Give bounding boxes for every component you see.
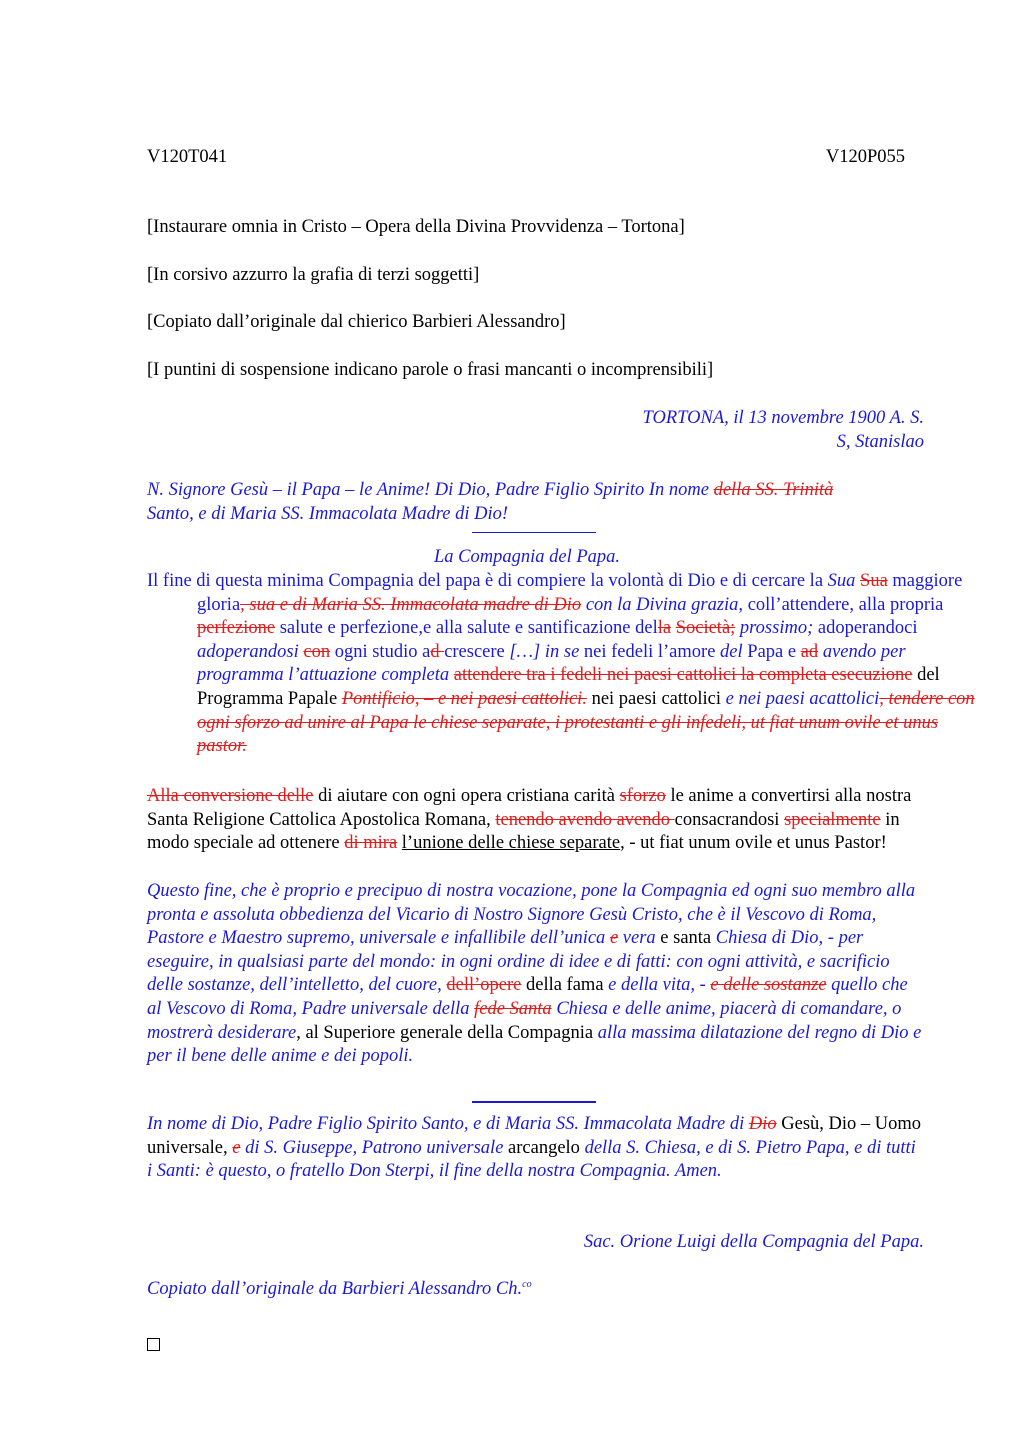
editorial-note-4: [I puntini di sospensione indicano parole o frasi mancanti o incomprensibili] (147, 360, 714, 380)
deleted-text: d (430, 641, 445, 662)
text-run: vera (618, 928, 656, 949)
deleted-text: sforzo (619, 786, 666, 806)
text-run: salute e perfezione,e alla salute e santificazione del (275, 618, 658, 639)
text-run: alla massima dilatazione del regno di Dio e per il bene delle anime e dei popoli. (147, 1022, 922, 1067)
text-run: […] in se (509, 641, 580, 662)
deleted-text: Pontificio, – e nei paesi cattolici. (341, 688, 587, 709)
underlined-text: l’unione delle chiese separate (401, 833, 621, 854)
invocation-text: N. Signore Gesù – il Papa – le Anime! Di Dio, Padre Figlio Spirito In nome (147, 480, 714, 500)
invocation-text-end: Santo, e di Maria SS. Immacolata Madre di Dio! (147, 503, 509, 524)
text-run: e santa (655, 928, 716, 949)
text-run: prossimo; (735, 618, 814, 639)
deleted-text: e (232, 1137, 241, 1158)
deleted-text: ad (800, 641, 819, 662)
deleted-text: e delle sostanze (710, 975, 827, 996)
text-run: e nei paesi acattolici (725, 688, 880, 709)
text-run: del (720, 641, 743, 662)
text-run: nei paesi cattolici (586, 688, 726, 709)
text-run: e della vita, - (608, 975, 711, 996)
text-run: adoperandosi (197, 641, 299, 662)
text-run: in modo speciale ad ottenere (147, 809, 900, 854)
text-run: maggiore gloria (197, 571, 963, 615)
text-run: Sua (827, 571, 856, 591)
copy-attribution (147, 1279, 924, 1300)
text-run: Gesù, Dio – Uomo universale, (147, 1114, 922, 1158)
text-run: Questo fine, che è proprio e precipuo di nostra vocazione, pone la Compagnia ed ogni suo membro alla pronta e assoluta obbedienza del Vicario di Nostro Signore Gesù Cristo, che è il Vescovo di Roma, Pastore e Maestro supremo, universale e infallibile dell’unica (147, 881, 916, 949)
deleted-text: perfezione (197, 618, 276, 639)
text-run: , al Superiore generale della Compagnia (296, 1022, 598, 1043)
paragraph-obedience (147, 880, 924, 1069)
document-header (147, 147, 905, 168)
signature: Sac. Orione Luigi della Compagnia del Papa. (583, 1232, 924, 1252)
deleted-text: tenendo avendo avendo (495, 809, 675, 830)
deleted-text: Alla conversione delle (147, 786, 314, 806)
divider-line (472, 1101, 596, 1103)
text-run: di aiutare con ogni opera cristiana carità (313, 786, 620, 806)
deleted-text: , sua e di Maria SS. Immacolata madre di Dio (240, 594, 582, 615)
deleted-text: la (657, 618, 672, 639)
text-run: avendo per programma l’attuazione completa (197, 641, 906, 686)
text-run: coll’attendere, alla propria (743, 594, 944, 615)
deleted-text: Dio (748, 1114, 777, 1134)
text-run: Chiesa e delle anime, piacerà di comandare, o mostrerà desiderare (147, 998, 902, 1043)
checkbox-square (147, 1338, 160, 1351)
text-run: quello che al Vescovo di Roma, Padre universale della (147, 975, 908, 1019)
deleted-text: , tendere con ogni sforzo ad unire al Papa le chiese separate, i protestanti e gli infedeli, ut fiat unum ovile et unus pastor. (197, 688, 975, 757)
text-run: In nome di Dio, Padre Figlio Spirito Santo, e di Maria SS. Immacolata Madre di (147, 1114, 749, 1134)
deleted-text: attendere tra i fedeli nei paesi cattolici la completa esecuzione (453, 665, 913, 686)
deleted-text: dell’opere (446, 975, 522, 996)
paragraph-purpose (147, 570, 987, 759)
text-run: le anime a convertirsi alla nostra Santa Religione Cattolica Apostolica Romana, (147, 786, 912, 830)
editorial-note-1: [Instaurare omnia in Cristo – Opera della Divina Provvidenza – Tortona] (147, 217, 685, 237)
text-run: , - ut fiat unum ovile et unus Pastor! (620, 833, 887, 854)
copy-attribution-text: Copiato dall’originale da Barbieri Alessandro Ch. (147, 1279, 523, 1300)
deleted-text: della SS. Trinità (713, 480, 834, 500)
dateline (147, 407, 924, 454)
text-run: arcangelo (503, 1137, 585, 1158)
text-run: della S. Chiesa, e di S. Pietro Papa, e di tutti i Santi: è questo, o fratello Don Sterpi, il fine della nostra Compagnia. Amen. (147, 1137, 916, 1182)
deleted-text: fede Santa (474, 998, 552, 1019)
text-run: della fama (521, 975, 609, 996)
dateline-saint: S, Stanislao (836, 431, 924, 452)
text-run: del Programma Papale (197, 665, 940, 709)
header-left-code: V120T041 (147, 147, 228, 167)
text-run: nei fedeli l’amore (579, 641, 721, 662)
deleted-text: con (303, 641, 331, 662)
text-run: con la Divina grazia, (581, 594, 744, 615)
deleted-text: Società; (675, 618, 736, 639)
paragraph-invocation (147, 1113, 924, 1184)
text-run: Chiesa di Dio, - per eseguire, in qualsiasi parte del mondo: in ogni ordine di idee e di fatti: con ogni attività, e sacrificio delle sostanze, dell’intelletto, del cuore, (147, 928, 890, 996)
text-run: Il fine di questa minima Compagnia del papa è di compiere la volontà di Dio e di cercare la (147, 571, 828, 591)
dateline-place-date: TORTONA, il 13 novembre 1900 A. S. (642, 408, 924, 428)
deleted-text: specialmente (784, 809, 881, 830)
deleted-text: di mira (344, 833, 398, 854)
divider-line (472, 532, 596, 533)
deleted-text: e (609, 928, 619, 949)
text-run: consacrandosi (674, 809, 785, 830)
paragraph-conversion (147, 785, 924, 856)
editorial-note-2: [In corsivo azzurro la grafia di terzi soggetti] (147, 265, 480, 285)
text-run: ogni studio a (330, 641, 431, 662)
deleted-text: Sua (860, 571, 888, 591)
section-title: La Compagnia del Papa. (433, 547, 621, 567)
text-run: Papa e (742, 641, 801, 662)
editorial-note-3: [Copiato dall’originale dal chierico Barbieri Alessandro] (147, 312, 566, 332)
text-run: di S. Giuseppe, Patrono universale (240, 1137, 504, 1158)
text-run: crescere (444, 641, 510, 662)
header-right-code: V120P055 (825, 147, 905, 167)
copy-attribution-sup: co (522, 1279, 532, 1290)
text-run: adoperandoci (813, 618, 918, 639)
invocation (147, 479, 924, 526)
